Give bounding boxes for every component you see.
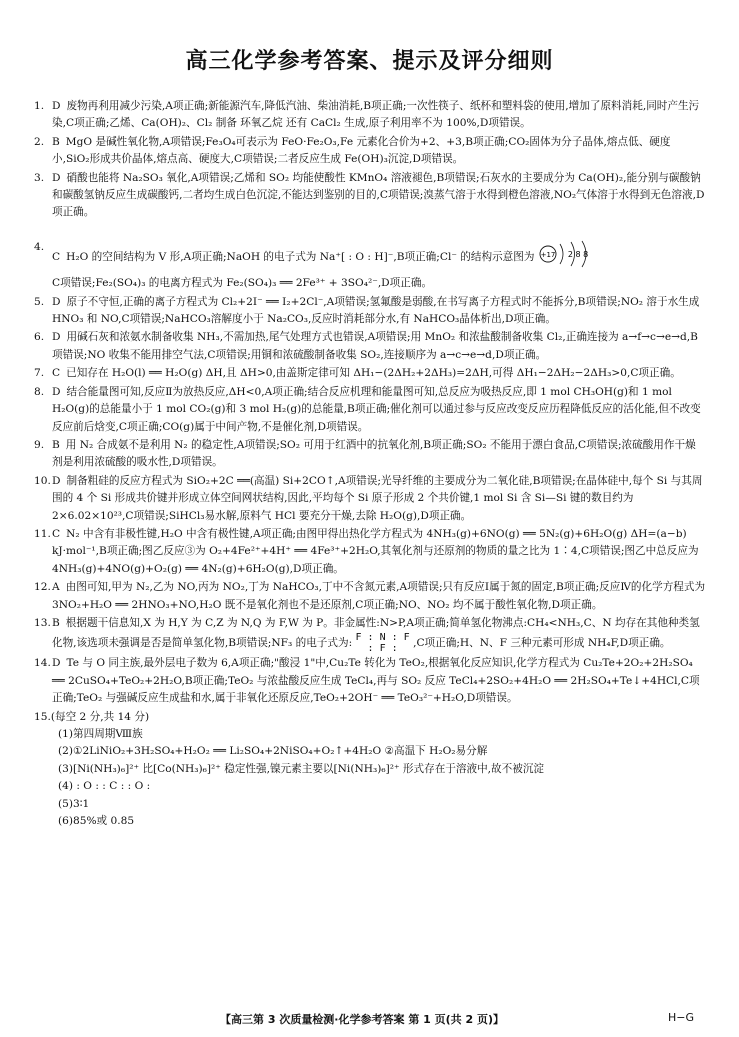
answer-item-1 [34, 98, 706, 133]
answer-item-12 [34, 579, 706, 614]
answer-item-14 [34, 655, 706, 707]
item-answer: D [52, 474, 61, 487]
item-answer: D [52, 171, 61, 184]
item-answer: C [52, 527, 61, 540]
item-explanation: 废物再利用减少污染,A项正确;新能源汽车,降低汽油、柴油消耗,B项正确;一次性筷子、纸杯和塑料袋的使用,增加了原料消耗,同时产生污染,C项正确;乙烯、Ca(OH)₂、Cl₂ 制备 环氧乙烷 还有 CaCl₂ 生成,原子利用率不为 100%,D项错误。 [52, 100, 700, 130]
nucleus-charge: +17 [540, 250, 556, 259]
page-title: 高三化学参考答案、提示及评分细则 [185, 49, 554, 74]
item-explanation: Te 与 O 同主族,最外层电子数为 6,A项正确;"酸浸 1"中,Cu₂Te 转化为 TeO₂,根据氧化反应知识,化学方程式为 Cu₂Te+2O₂+2H₂SO₄ ══ 2CuSO₄+TeO₂+2H₂O,B项正确;TeO₂ 与浓盐酸反应生成 TeCl₄,再与 SO₂ 反应 TeCl₄+2SO₂+4H₂O ══ 2H₂SO₄+Te↓+4HCl,C项正确;TeO₂ 与强碱反应生成盐和水,属于非氧化还原反应,TeO₂+2OH⁻ ══ TeO₃²⁻+H₂O,D项错误。 [52, 657, 700, 705]
item-15-answer-5: (5)3∶1 [58, 797, 90, 810]
item-number: 11. [34, 527, 51, 540]
electron-shells: 2 8 8 [567, 249, 589, 259]
item-explanation: 用碱石灰和浓氨水制备收集 NH₃,不需加热,尾气处理方式也错误,A项错误;用 MnO₂ 和浓盐酸制备收集 Cl₂,正确连接为 a→f→c→e→d,B项错误;NO 收集不能用排空气法,C项错误;用铜和浓硫酸制备收集 SO₂,连接顺序为 a→c→e→d,D项正确。 [52, 331, 698, 361]
item-number: 8. [34, 385, 45, 398]
item-answer: D [52, 385, 61, 398]
item-explanation: 用 N₂ 合成氨不是利用 N₂ 的稳定性,A项错误;SO₂ 可用于红酒中的抗氧化剂,B项正确;SO₂ 不能用于漂白食品,C项错误;浓硫酸用作干燥剂是利用浓硫酸的吸水性,D项错误。 [52, 438, 696, 469]
item-explanation: 已知存在 H₂O(l) ══ H₂O(g) ΔH,且 ΔH>0,由盖斯定律可知 ΔH₁−(2ΔH₂+2ΔH₃)=2ΔH,可得 ΔH₁−2ΔH₂−2ΔH₃>0,C项正确。 [66, 367, 681, 380]
nf3-formula-top-row: F : N : F [355, 632, 410, 644]
answer-item-6 [34, 329, 706, 364]
answer-item-3 [34, 170, 706, 222]
item-explanation: 制备粗硅的反应方程式为 SiO₂+2C ══(高温) Si+2CO↑,A项错误;光导纤维的主要成分为二氧化硅,B项错误;在晶体硅中,每个 Si 与其周围的 4 个 Si 形成共价键并形成立体空间网状结构,因此,平均每个 Si 原子形成 2 个共价键,1 mol Si 含 Si—Si 键的数目约为 2×6.02×10²³,C项错误;SiHCl₃易水解,原料气 HCl 要充分干燥,去除 H₂O(g),D项正确。 [52, 474, 703, 522]
footer-code: H−G [668, 1011, 695, 1024]
item-number: 7. [34, 367, 45, 380]
item-answer: B [52, 438, 60, 451]
item-number: 3. [34, 171, 45, 184]
item-answer: D [52, 100, 61, 112]
item-number: 9. [34, 438, 45, 451]
item-answer: D [52, 331, 61, 344]
item-explanation: N₂ 中含有非极性键,H₂O 中含有极性键,A项正确;由图甲得出热化学方程式为 4NH₃(g)+6NO(g) ══ 5N₂(g)+6H₂O(g) ΔH=(a−b) kJ·mol⁻¹,B项正确;图乙反应③为 O₂+4Fe²⁺+4H⁺ ══ 4Fe³⁺+2H₂O,其氧化剂与还原剂的物质的量之比为 1∶4,C项错误;图乙中总反应为 4NH₃(g)+4NO(g)+O₂(g) ══ 4N₂(g)+6H₂O(g),D项正确。 [52, 527, 699, 575]
item-15-answer-2: (2)①2LiNiO₂+3H₂SO₄+H₂O₂ ══ Li₂SO₄+2NiSO₄+O₂↑+4H₂O ②高温下 H₂O₂易分解 [58, 745, 488, 758]
item-number: 10. [34, 474, 51, 487]
item-explanation: 硝酸也能将 Na₂SO₃ 氧化,A项错误;乙烯和 SO₂ 均能使酸性 KMnO₄ 溶液褪色,B项错误;石灰水的主要成分为 Ca(OH)₂,能分别与碳酸钠和碳酸氢钠反应生成碳酸钙,二者均生成白色沉淀,不能达到鉴别的目的,C项错误;溴蒸气溶于水得到橙色溶液,NO₂气体溶于水得到无色溶液,D项正确。 [52, 171, 705, 219]
footer-page-info: 【高三第 3 次质量检测·化学参考答案 第 1 页(共 2 页)】 [220, 1013, 505, 1026]
item-15-answer-4: (4) : O : : C : : O : [58, 780, 151, 793]
item-explanation: 结合能量图可知,反应Ⅱ为放热反应,ΔH<0,A项正确;结合反应机理和能量图可知,总反应为吸热反应,即 1 mol CH₃OH(g)和 1 mol H₂O(g)的总能量小于 1 mol CO₂(g)和 3 mol H₂(g)的总能量,B项正确;催化剂可以通过参与反应改变反应历程降低反应的活化能,但不改变反应前后焓变,C项正确;CO(g)属于中间产物,不是催化剂,D项错误。 [52, 385, 701, 433]
item-explanation-part-b: C项错误;Fe₂(SO₄)₃ 的电离方程式为 Fe₂(SO₄)₃ ══ 2Fe³⁺ + 3SO₄²⁻,D项正确。 [52, 277, 433, 290]
answer-item-11 [34, 526, 706, 578]
nf3-electron-formula [356, 632, 410, 654]
answer-item-8 [34, 384, 706, 436]
item-number: 1. [34, 100, 45, 112]
item-15-subanswers [34, 726, 706, 830]
item-number: 13. [34, 616, 51, 629]
item-answer: D [52, 657, 61, 670]
answer-item-10 [34, 473, 706, 525]
answer-item-5 [34, 294, 706, 329]
item-explanation-part-a: 根据题干信息知,X 为 H,Y 为 C,Z 为 N,Q 为 F,W 为 P。非金属性:N>P,A项正确;简单氢化物沸点:CH₄<NH₃,C、N 均存在其他种类氢化物,该选项未强调是否是简单氢化物,B项错误;NF₃ 的电子式为: [52, 616, 700, 650]
item-number: 12. [34, 581, 51, 594]
item-number: 5. [34, 295, 45, 308]
item-explanation-part-a: H₂O 的空间结构为 V 形,A项正确;NaOH 的电子式为 Na⁺[ : O : H]⁻,B项正确;Cl⁻ 的结构示意图为 [66, 251, 535, 264]
answer-item-2 [34, 134, 706, 169]
item-answer: D [52, 295, 61, 308]
item-answer: B [52, 616, 60, 629]
answer-item-15 [34, 709, 706, 831]
answer-body [34, 98, 706, 830]
item-explanation: 由图可知,甲为 N₂,乙为 NO,丙为 NO₂,丁为 NaHCO₃,丁中不含氮元素,A项错误;只有反应Ⅰ属于氮的固定,B项正确;反应Ⅳ的化学方程式为 3NO₂+H₂O ══ 2HNO₃+NO,H₂O 既不是氧化剂也不是还原剂,C项正确;NO、NO₂ 均不属于酸性氧化物,D项正确。 [52, 581, 706, 611]
item-number: 2. [34, 135, 45, 148]
answer-item-9 [34, 437, 706, 472]
chloride-ion-structure-diagram [538, 239, 598, 275]
item-answer: C [52, 367, 61, 380]
item-explanation: MgO 是碱性氧化物,A项错误;Fe₃O₄可表示为 FeO·Fe₂O₃,Fe 元素化合价为+2、+3,B项正确;CO₂固体为分子晶体,熔点低、硬度小,SiO₂形成共价晶体,熔点高、硬度大,C项错误;二者反应生成 Fe(OH)₃沉淀,D项错误。 [52, 135, 671, 166]
item-15-answer-1: (1)第四周期Ⅷ族 [58, 728, 143, 740]
nf3-formula-bottom-row: : F : [367, 643, 398, 655]
item-15-answer-6: (6)85%或 0.85 [58, 815, 135, 828]
item-number: 14. [34, 657, 51, 670]
item-number: 6. [34, 331, 45, 344]
item-explanation: 原子不守恒,正确的离子方程式为 Cl₂+2I⁻ ══ I₂+2Cl⁻,A项错误;氢氟酸是弱酸,在书写离子方程式时不能拆分,B项错误;NO₂ 溶于水生成 HNO₃ 和 NO,C项错误;NaHCO₃溶解度小于 Na₂CO₃,反应时消耗部分水,有 NaHCO₃晶体析出,D项正确。 [52, 295, 700, 326]
item-answer: A [52, 581, 60, 594]
answer-item-7 [34, 365, 706, 382]
item-15-heading: 15.(每空 2 分,共 14 分) [34, 710, 150, 723]
item-number: 4. [34, 240, 45, 253]
answer-item-13 [34, 615, 706, 654]
item-answer: B [52, 135, 60, 148]
item-explanation-part-b: ,C项正确;H、N、F 三种元素可形成 NH₄F,D项正确。 [413, 637, 671, 650]
answer-item-4 [34, 239, 706, 293]
item-answer: C [52, 251, 61, 264]
item-15-answer-3: (3)[Ni(NH₃)₆]²⁺ 比[Co(NH₃)₆]²⁺ 稳定性强,镍元素主要以[Ni(NH₃)₆]²⁺ 形式存在于溶液中,故不被沉淀 [58, 762, 545, 775]
